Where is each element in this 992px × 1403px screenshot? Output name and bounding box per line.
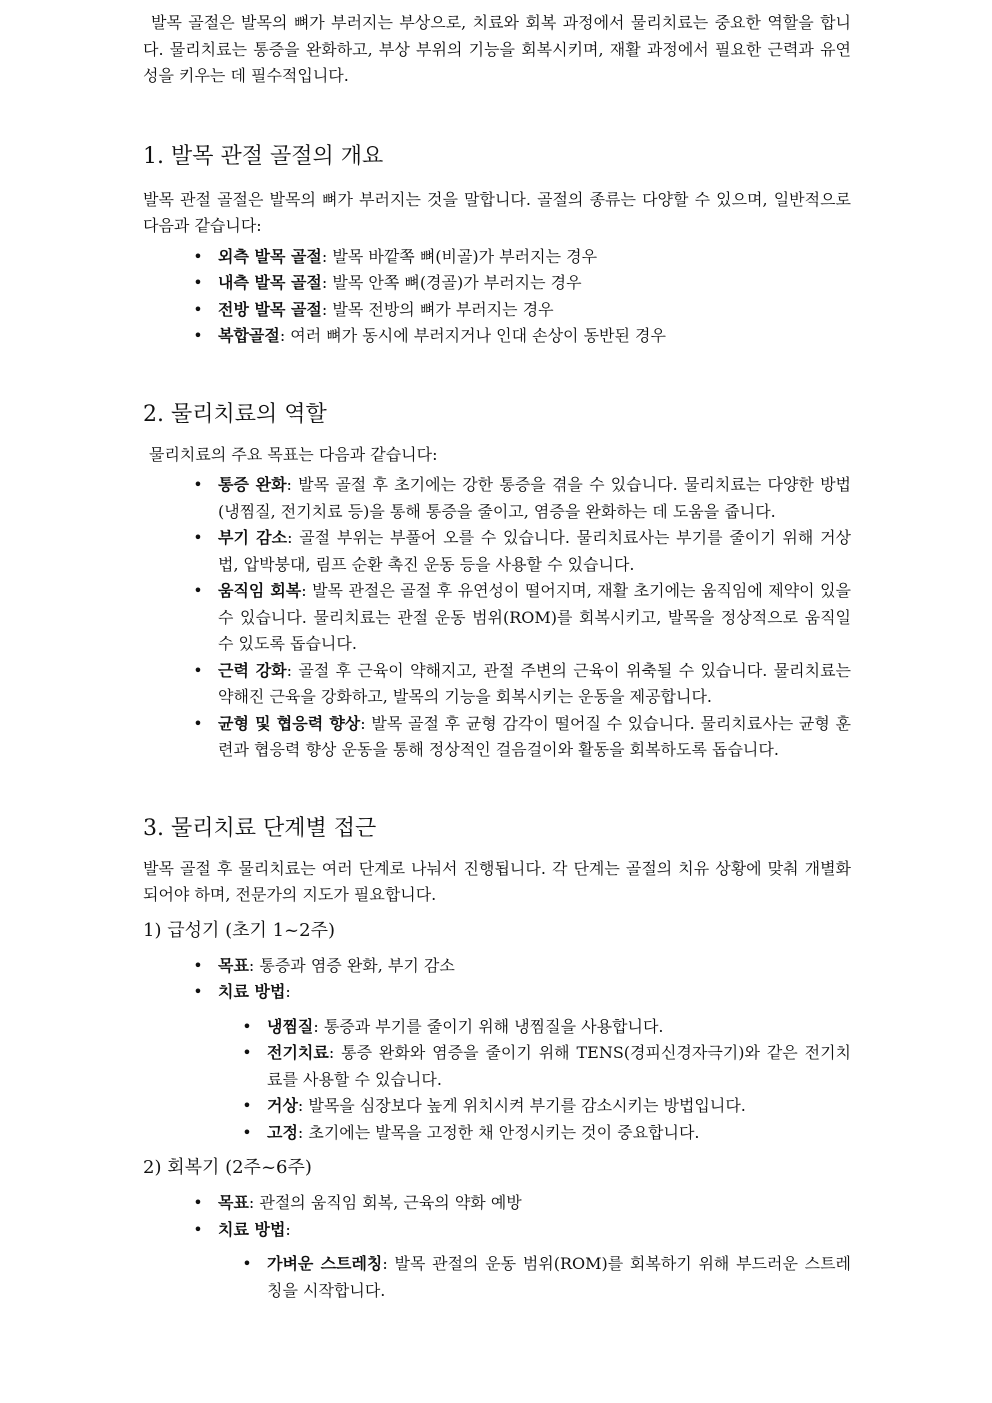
list-item-text: : 초기에는 발목을 고정한 채 안정시키는 것이 중요합니다. <box>297 1122 700 1142</box>
bullet: • <box>193 955 203 975</box>
bullet: • <box>242 1254 252 1273</box>
section-3-title: 3. 물리치료 단계별 접근 <box>143 815 377 841</box>
list-item-term: 목표 <box>218 1193 249 1212</box>
list-item <box>193 979 851 1006</box>
list-item-text: : 골절 후 근육이 약해지고, 관절 주변의 근육이 위축될 수 있습니다. 물리치료는 약해진 근육을 강화하고, 발목의 기능을 회복시키는 운동을 제공합니다. <box>218 660 851 706</box>
list-item <box>193 953 851 980</box>
intro-paragraph: 발목 골절은 발목의 뼈가 부러지는 부상으로, 치료와 회복 과정에서 물리치료는 중요한 역할을 합니다. 물리치료는 통증을 완화하고, 부상 부위의 기능을 회복시키며, 재활 과정에서 필요한 근력과 유연성을 키우는 데 필수적입니다. <box>143 13 851 85</box>
list-item-text: : 발목 골절 후 초기에는 강한 통증을 겪을 수 있습니다. 물리치료는 다양한 방법(냉찜질, 전기치료 등)을 통해 통증을 줄이고, 염증을 완화하는 데 도움을 줍니다. <box>218 475 851 521</box>
list-item-term: 전기치료 <box>267 1043 329 1062</box>
list-item <box>242 1093 851 1120</box>
bullet: • <box>193 713 203 733</box>
list-item <box>193 578 851 658</box>
bullet: • <box>193 581 203 600</box>
bullet: • <box>193 273 203 292</box>
list-item-term: 목표 <box>218 955 249 975</box>
list-item-term: 내측 발목 골절 <box>218 273 322 292</box>
list-item <box>193 525 851 578</box>
list-item <box>193 711 851 764</box>
fracture-types-list <box>143 244 851 350</box>
stage-1-methods-list <box>143 1014 851 1147</box>
list-item-term: 거상 <box>267 1096 298 1115</box>
stage-2-methods-list <box>143 1251 851 1304</box>
list-item <box>193 1190 851 1217</box>
list-item-term: 외측 발목 골절 <box>218 246 322 266</box>
list-item-term: 치료 방법 <box>218 982 286 1001</box>
list-item <box>193 323 851 350</box>
list-item-term: 치료 방법 <box>218 1219 286 1239</box>
section-2-paragraph: 물리치료의 주요 목표는 다음과 같습니다: <box>149 444 438 464</box>
bullet: • <box>193 326 203 345</box>
section-3-paragraph: 발목 골절 후 물리치료는 여러 단계로 나눠서 진행됩니다. 각 단계는 골절의 치유 상황에 맞춰 개별화되어야 하며, 전문가의 지도가 필요합니다. <box>143 858 851 904</box>
list-item <box>193 1217 851 1244</box>
list-item <box>193 658 851 711</box>
list-item-term: 가벼운 스트레칭 <box>267 1254 383 1273</box>
list-item <box>242 1251 851 1304</box>
list-item-text: : 발목 안쪽 뼈(경골)가 부러지는 경우 <box>321 273 582 292</box>
stage-1-title: 1) 급성기 (초기 1~2주) <box>143 919 335 941</box>
document-page <box>143 10 851 1304</box>
list-item-term: 냉찜질 <box>267 1016 314 1036</box>
list-item-term: 복합골절 <box>218 326 280 345</box>
list-item-text: : 통증 완화와 염증을 줄이기 위해 TENS(경피신경자극기)와 같은 전기치료를 사용할 수 있습니다. <box>267 1043 851 1089</box>
list-item-text: : 여러 뼈가 동시에 부러지거나 인대 손상이 동반된 경우 <box>279 326 666 345</box>
stage-2-title: 2) 회복기 (2주~6주) <box>143 1157 312 1178</box>
stage-1-list <box>143 953 851 1006</box>
list-item-term: 통증 완화 <box>218 475 287 494</box>
list-item <box>242 1040 851 1093</box>
list-item-text: : <box>285 982 291 1001</box>
list-item-text: : 발목 바깥쪽 뼈(비골)가 부러지는 경우 <box>321 246 598 266</box>
list-item <box>193 270 851 297</box>
bullet: • <box>193 475 203 494</box>
list-item-text: : 통증과 부기를 줄이기 위해 냉찜질을 사용합니다. <box>313 1016 664 1036</box>
list-item-text: : 발목 전방의 뼈가 부러지는 경우 <box>321 299 554 319</box>
list-item-text: : 통증과 염증 완화, 부기 감소 <box>248 955 455 975</box>
list-item-term: 근력 강화 <box>218 660 287 680</box>
list-item-text: : 관절의 움직임 회복, 근육의 약화 예방 <box>248 1193 522 1212</box>
list-item-term: 균형 및 협응력 향상 <box>218 713 361 733</box>
section-1-paragraph: 발목 관절 골절은 발목의 뼈가 부러지는 것을 말합니다. 골절의 종류는 다양할 수 있으며, 일반적으로 다음과 같습니다: <box>143 189 851 235</box>
pt-roles-list <box>143 472 851 764</box>
list-item-text: : 발목 관절은 골절 후 유연성이 떨어지며, 재활 초기에는 움직임에 제약이 있을 수 있습니다. 물리치료는 관절 운동 범위(ROM)를 회복시키고, 발목을 정상적으로 움직일 수 있도록 돕습니다. <box>218 581 851 653</box>
bullet: • <box>242 1043 252 1062</box>
stage-2-list <box>143 1190 851 1243</box>
bullet: • <box>193 1219 203 1239</box>
list-item-text: : 발목 골절 후 균형 감각이 떨어질 수 있습니다. 물리치료사는 균형 훈련과 협응력 향상 운동을 통해 정상적인 걸음걸이와 활동을 회복하도록 돕습니다. <box>218 713 851 759</box>
bullet: • <box>242 1096 252 1115</box>
list-item-text: : 발목 관절의 운동 범위(ROM)를 회복하기 위해 부드러운 스트레칭을 시작합니다. <box>267 1254 851 1300</box>
bullet: • <box>193 1193 203 1212</box>
bullet: • <box>193 660 203 680</box>
list-item <box>242 1120 851 1147</box>
list-item-term: 부기 감소 <box>218 528 288 547</box>
list-item-term: 전방 발목 골절 <box>218 299 322 319</box>
list-item-text: : 발목을 심장보다 높게 위치시켜 부기를 감소시키는 방법입니다. <box>297 1096 746 1115</box>
bullet: • <box>193 528 203 547</box>
bullet: • <box>242 1016 252 1036</box>
list-item <box>193 297 851 324</box>
bullet: • <box>193 982 203 1001</box>
list-item <box>193 244 851 271</box>
list-item-term: 고정 <box>267 1122 298 1142</box>
bullet: • <box>242 1122 252 1142</box>
bullet: • <box>193 299 203 319</box>
section-1-title: 1. 발목 관절 골절의 개요 <box>143 143 384 169</box>
list-item <box>193 472 851 525</box>
section-2-title: 2. 물리치료의 역할 <box>143 401 327 427</box>
list-item-text: : <box>285 1219 291 1239</box>
bullet: • <box>193 246 203 266</box>
list-item-term: 움직임 회복 <box>218 581 302 600</box>
list-item <box>242 1014 851 1041</box>
list-item-text: : 골절 부위는 부풀어 오를 수 있습니다. 물리치료사는 부기를 줄이기 위해 거상법, 압박붕대, 림프 순환 촉진 운동 등을 사용할 수 있습니다. <box>218 528 851 574</box>
